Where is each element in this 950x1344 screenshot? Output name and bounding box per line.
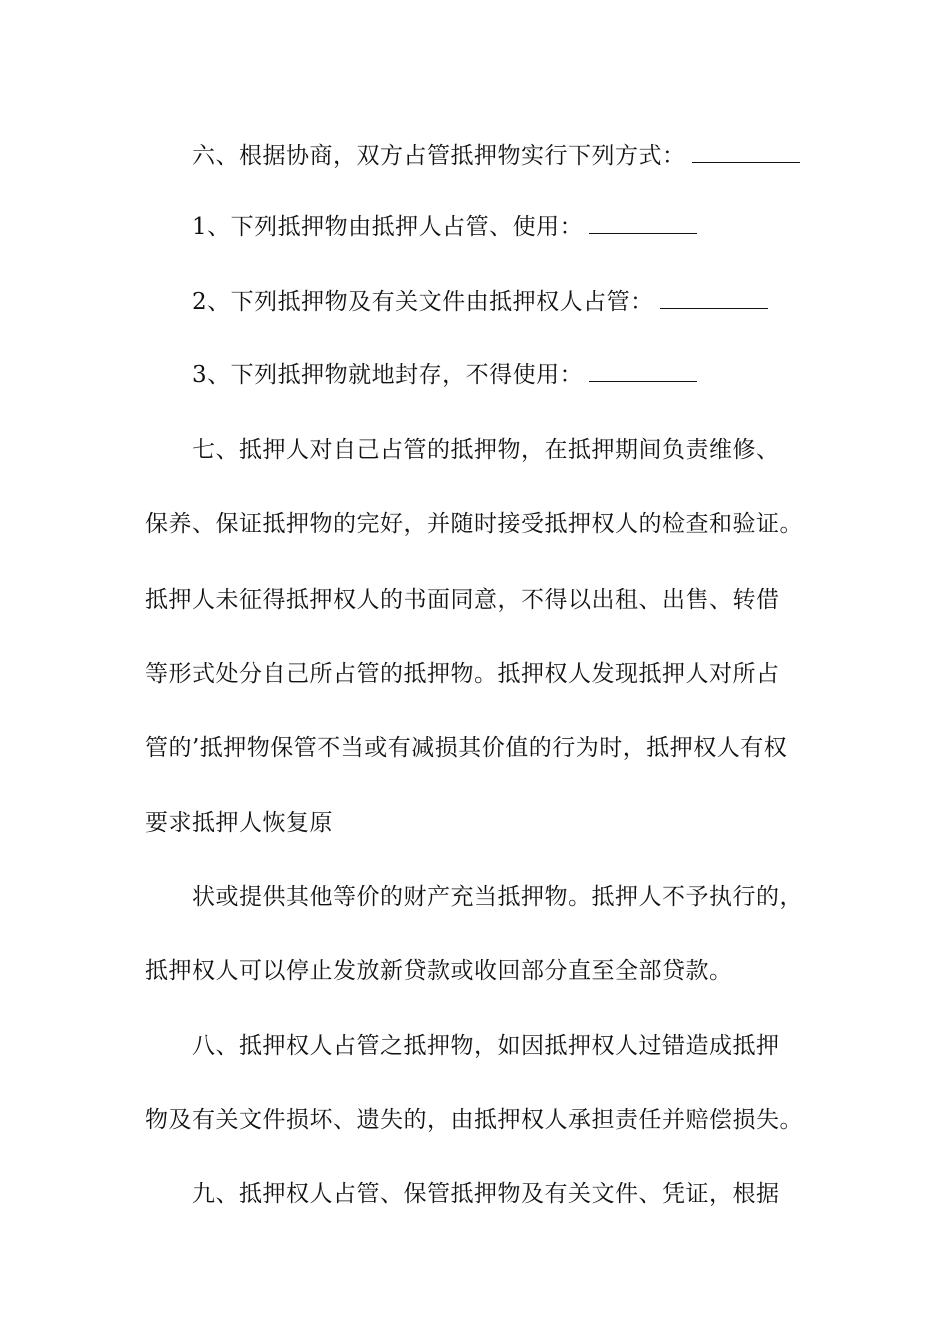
clause-text: 2、下列抵押物及有关文件由抵押权人占管： [192,289,654,315]
clause-7-cont-line-2: 抵押权人可以停止发放新贷款或收回部分直至全部贷款。 [145,958,733,984]
fill-in-blank[interactable] [589,215,697,234]
clause-7-line-5: 管的’抵押物保管不当或有减损其价值的行为时，抵押权人有权 [145,735,788,761]
clause-9-line-1: 九、抵押权人占管、保管抵押物及有关文件、凭证，根据 [192,1181,780,1207]
clause-text: 1、下列抵押物由抵押人占管、使用： [192,214,584,240]
clause-7-line-4: 等形式处分自己所占管的抵押物。抵押权人发现抵押人对所占 [145,661,780,687]
clause-8-line-2: 物及有关文件损坏、遗失的，由抵押权人承担责任并赔偿损失。 [145,1107,803,1133]
clause-7-line-2: 保养、保证抵押物的完好，并随时接受抵押权人的检查和验证。 [145,511,803,537]
clause-7-cont-line-1: 状或提供其他等价的财产充当抵押物。抵押人不予执行的， [192,884,803,910]
fill-in-blank[interactable] [660,290,768,309]
clause-text: 3、下列抵押物就地封存，不得使用： [192,362,584,388]
fill-in-blank[interactable] [589,363,697,382]
clause-7-line-6: 要求抵押人恢复原 [145,810,333,836]
clause-6-item-2 [192,287,768,317]
clause-6-heading [192,141,800,171]
clause-text: 六、根据协商，双方占管抵押物实行下列方式： [192,143,686,169]
clause-7-line-1: 七、抵押人对自己占管的抵押物，在抵押期间负责维修、 [192,437,780,463]
clause-6-item-1 [192,212,697,242]
clause-7-line-3: 抵押人未征得抵押权人的书面同意，不得以出租、出售、转借 [145,587,780,613]
fill-in-blank[interactable] [692,144,800,163]
clause-8-line-1: 八、抵押权人占管之抵押物，如因抵押权人过错造成抵押 [192,1033,780,1059]
clause-6-item-3 [192,360,697,390]
